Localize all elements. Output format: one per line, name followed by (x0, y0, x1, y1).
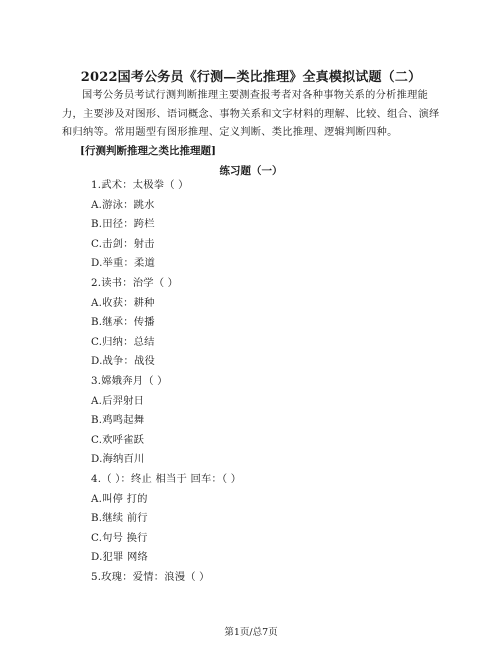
option-line: D.举重：柔道 (91, 257, 156, 270)
option-line: A.收获：耕种 (91, 296, 155, 309)
question-line: 3.嫦娥奔月（ ） (91, 374, 168, 387)
option-line: A.后羿射日 (91, 394, 145, 407)
question-line: 2.读书：治学（ ） (91, 276, 179, 289)
option-line: B.继续 前行 (91, 512, 148, 525)
option-line: C.欢呼雀跃 (91, 433, 145, 446)
exercise-heading: 练习题（一） (219, 165, 283, 177)
section-tag: [行测判断推理之类比推理题] (80, 145, 216, 157)
question-line: 4.（ ）：终止 相当于 回车：（ ） (91, 472, 242, 485)
option-line: C.归纳：总结 (91, 335, 155, 348)
option-line: D.战争：战役 (91, 355, 156, 368)
intro-paragraph: 国考公务员考试行测判断推理主要测查报考者对各种事物关系的分析推理能力，主要涉及对图形、语词概念、事物关系和文字材料的理解、比较、组合、演绎和归纳等。常用题型有图形推理、定义判断、类比推理、逻辑判断四种。 (62, 90, 440, 139)
question-list (91, 176, 241, 587)
option-line: C.击剑：射击 (91, 237, 155, 250)
option-line: D.犯罪 网络 (91, 551, 149, 564)
document-title: 2022国考公务员《行测—类比推理》全真模拟试题（二） (80, 70, 422, 85)
question-line: 1.武术：太极拳（ ） (91, 179, 189, 191)
option-line: B.鸡鸣起舞 (91, 414, 145, 427)
option-line: A.叫停 打的 (91, 492, 148, 505)
option-line: D.海纳百川 (91, 453, 145, 466)
option-line: B.继承：传播 (91, 316, 155, 329)
option-line: B.田径：跨栏 (91, 218, 155, 231)
option-line: A.游泳：跳水 (91, 198, 155, 211)
page-number-footer: 第1页/总7页 (224, 627, 278, 638)
question-line: 5.玫瑰：爱情：浪漫（ ） (91, 570, 210, 583)
option-line: C.句号 换行 (91, 531, 148, 544)
